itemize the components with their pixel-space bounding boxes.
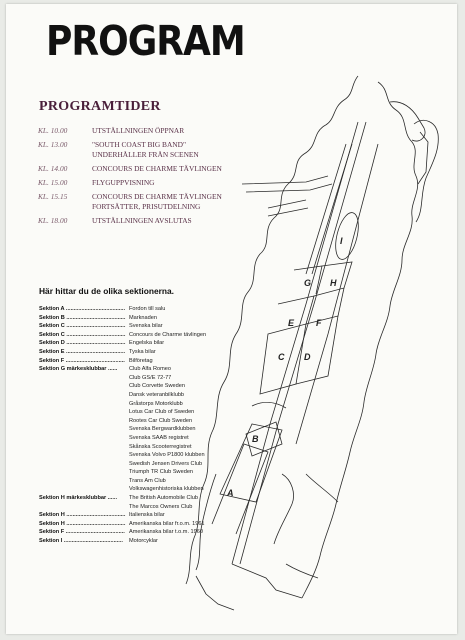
section-label: Sektion F ...................................... [39,529,125,536]
section-value: Club Alfa Romeo [129,366,171,373]
zone-label-i: I [340,236,343,246]
section-value: Swedish Jensen Drivers Club [129,460,203,467]
map-road [242,176,328,184]
section-value: Svenska Volvo P1800 klubben [129,452,205,459]
program-sheet [6,4,457,634]
map-road [246,184,332,192]
map-feature [331,210,362,261]
schedule-time: KL. 14.00 [38,163,68,173]
zone-label-g: G [304,278,312,288]
schedule-heading: PROGRAMTIDER [39,99,161,114]
schedule-time: KL. 13.00 [38,140,68,150]
map-road [268,208,308,216]
section-label: Sektion H ...................................... [39,520,126,527]
map-feature [196,576,234,610]
section-value: Svenska Bergwardklubben [129,426,196,433]
schedule-event: CONCOURS DE CHARME TÄVLINGEN [92,163,222,173]
runway [232,122,358,564]
site-map [6,4,457,634]
schedule-event: "SOUTH COAST BIG BAND" UNDERHÅLLER FRÅN SCENEN [92,140,199,159]
section-value: Marknaden [129,314,157,321]
section-value: Trans Am Club [129,477,166,484]
taxiway [306,144,346,274]
taxiway [296,144,378,444]
schedule-event: UTSTÄLLNINGEN AVSLUTAS [92,215,192,225]
section-value: Fordon till salu [129,306,166,312]
section-value: The British Automobile Club [129,495,199,502]
map-feature [232,564,302,598]
section-label: Sektion E ...................................... [39,348,126,355]
schedule-time: KL. 15.00 [38,178,68,187]
section-value: Svenska bilar [129,323,163,330]
map-boundary-left [186,76,358,584]
schedule-time: KL. 18.00 [38,215,68,225]
section-value: Dansk veteranbilklubb [129,391,185,398]
section-value: Lotus Car Club of Sweden [129,409,195,416]
map-road [268,200,306,208]
section-label: Sektion C ...................................... [39,323,126,330]
section-value: The Marcos Owners Club [129,503,193,510]
section-value: Amerikanska bilar fr.o.m. 1961 [129,520,205,527]
taxiway [312,144,352,274]
section-label: Sektion B ...................................... [39,314,126,321]
zone-boundary [314,288,344,316]
section-value: Skånska Scooterregistret [129,443,192,450]
section-value: Svenska SAAB registret [129,434,189,441]
sections-heading: Här hittar du de olika sektionerna. [39,286,174,296]
section-label: Sektion H ...................................... [39,512,126,519]
section-value: Bilföretag [129,357,153,364]
section-value: Rootes Car Club Sweden [129,417,193,424]
zone-label-c: C [278,352,285,362]
section-label: Sektion F ...................................... [39,357,125,364]
section-value: Concours de Charme tävlingen [129,331,207,338]
page-title: PROGRAM [46,18,245,66]
section-value: Tyska bilar [129,348,156,355]
section-value: Gråstorps Motorklubb [129,400,183,407]
section-value: Italienska bilar [129,512,165,519]
schedule-event: FLYGUPPVISNING [92,178,155,187]
zone-label-b: B [252,434,259,444]
zone-label-h: H [330,278,337,288]
section-label: Sektion G märkesklubbar ...... [39,366,118,373]
section-label: Sektion H märkesklubbar ...... [39,495,118,502]
section-label: Sektion I ...................................... [39,538,123,545]
zone-boundary [212,444,268,534]
map-feature [252,402,286,408]
section-value: Volkswagenhistoriska klubben [129,486,204,493]
schedule-time: KL. 15.15 [38,192,68,202]
section-value: Motorcyklar [129,538,158,545]
zone-label-f: F [316,318,322,328]
section-label: Sektion A ...................................... [39,306,125,312]
section-value: Club Corvette Sweden [129,383,185,390]
schedule-time: KL. 10.00 [38,126,68,135]
zone-label-a: A [227,488,234,498]
schedule-event: UTSTÄLLNINGEN ÖPPNAR [92,126,185,135]
section-value: Triumph TR Club Sweden [129,469,194,476]
section-label: Sektion C ...................................... [39,331,126,338]
map-feature [274,474,294,544]
section-label: Sektion D ...................................... [39,340,126,347]
zone-label-d: D [304,352,311,362]
schedule-event: CONCOURS DE CHARME TÄVLINGEN FORTSÄTTER, PRISUTDELNING [92,192,222,211]
zone-boundary [322,262,352,288]
zone-label-e: E [288,318,295,328]
section-value: Amerikanska bilar t.o.m. 1960 [129,529,203,536]
section-value: Engelska bilar [129,340,165,347]
section-value: Club GS/E 72-77 [129,374,172,381]
map-boundary-right [302,82,418,598]
zone-boundary [278,296,314,324]
map-feature [306,474,338,502]
